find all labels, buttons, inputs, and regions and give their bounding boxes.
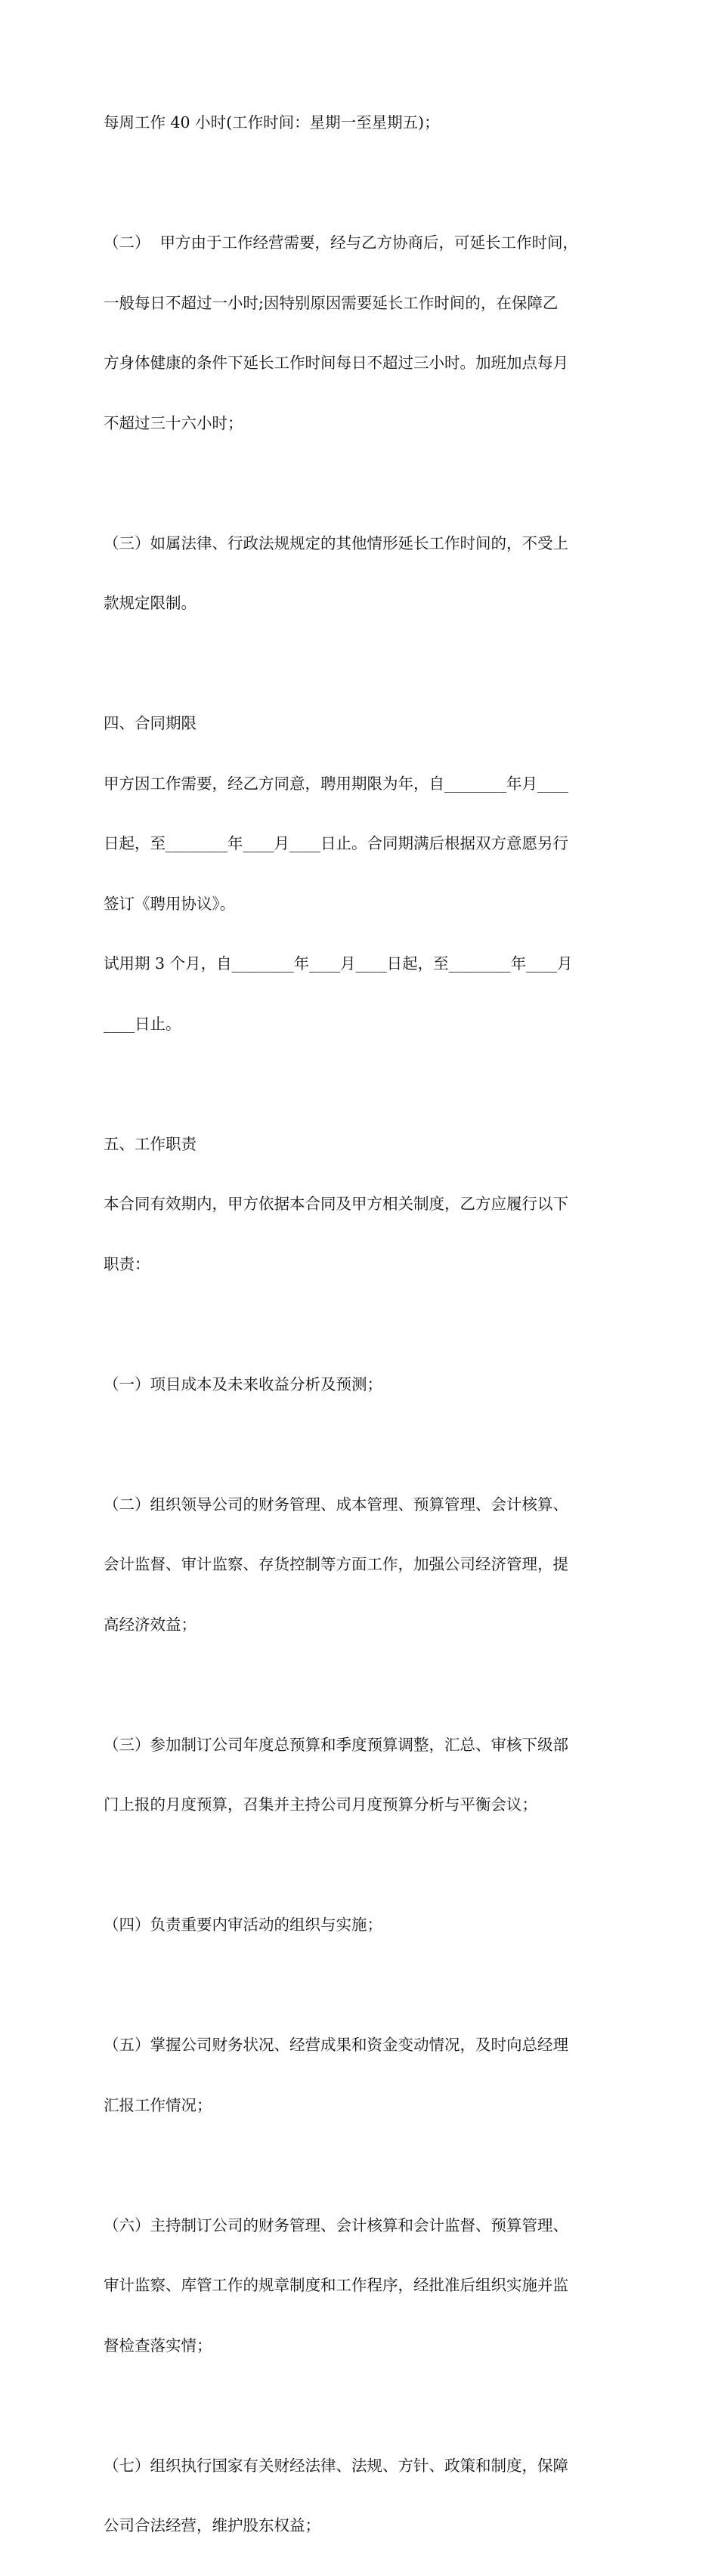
text-line: （五）掌握公司财务状况、经营成果和资金变动情况，及时向总经理 bbox=[104, 2036, 568, 2054]
text-line: （六）主持制订公司的财务管理、会计核算和会计监督、预算管理、 bbox=[104, 2216, 568, 2234]
text-line: ____日止。 bbox=[104, 1014, 181, 1033]
text-line: 一般每日不超过一小时;因特别原因需要延长工作时间的，在保障乙 bbox=[104, 293, 559, 312]
text-line: （三）参加制订公司年度总预算和季度预算调整，汇总、审核下级部 bbox=[104, 1735, 568, 1754]
text-line: 本合同有效期内，甲方依据本合同及甲方相关制度，乙方应履行以下 bbox=[104, 1195, 568, 1213]
duty-item-4 bbox=[104, 1875, 617, 1975]
text-line: 公司合法经营，维护股东权益； bbox=[104, 2516, 320, 2534]
text-line: 门上报的月度预算，召集并主持公司月度预算分析与平衡会议； bbox=[104, 1795, 537, 1814]
duty-item-6 bbox=[104, 2176, 617, 2396]
text-line: 不超过三十六小时； bbox=[104, 413, 243, 432]
text-line: 试用期 3 个月，自________年____月____日起，至________年____月 bbox=[104, 954, 573, 973]
text-line: 高经济效益； bbox=[104, 1615, 197, 1634]
duty-item-2 bbox=[104, 1455, 617, 1675]
text-line: 职责： bbox=[104, 1254, 150, 1273]
text-line: （七）组织执行国家有关财经法律、法规、方针、政策和制度，保障 bbox=[104, 2456, 568, 2475]
text-line: （四）负责重要内审活动的组织与实施； bbox=[104, 1916, 382, 1934]
text-line: 会计监督、审计监察、存货控制等方面工作，加强公司经济管理，提 bbox=[104, 1555, 568, 1573]
duty-item-1 bbox=[104, 1334, 617, 1435]
section-contract-term bbox=[104, 673, 617, 1074]
duty-item-3 bbox=[104, 1695, 617, 1855]
text-line: 日起，至________年____月____日止。合同期满后根据双方意愿另行 bbox=[104, 834, 568, 852]
duty-item-7 bbox=[104, 2416, 617, 2576]
section-job-duties bbox=[104, 1094, 617, 1315]
paragraph-legal-exception bbox=[104, 493, 617, 654]
paragraph-overtime bbox=[104, 193, 617, 473]
paragraph-work-hours bbox=[104, 73, 617, 173]
text-line: 汇报工作情况； bbox=[104, 2095, 212, 2114]
text-line: 方身体健康的条件下延长工作时间每日不超过三小时。加班加点每月 bbox=[104, 354, 568, 372]
text-line: 每周工作 40 小时(工作时间：星期一至星期五)； bbox=[104, 113, 440, 131]
duty-item-5 bbox=[104, 1995, 617, 2155]
text-line: （一）项目成本及未来收益分析及预测； bbox=[104, 1375, 382, 1393]
document-page bbox=[104, 73, 617, 2576]
text-line: 审计监察、库管工作的规章制度和工作程序，经批准后组织实施并监 bbox=[104, 2276, 568, 2294]
text-line: （三）如属法律、行政法规规定的其他情形延长工作时间的，不受上 bbox=[104, 533, 568, 552]
text-line: 甲方因工作需要，经乙方同意，聘用期限为年，自________年月____ bbox=[104, 774, 568, 793]
text-line: 款规定限制。 bbox=[104, 594, 197, 612]
text-line: （二）组织领导公司的财务管理、成本管理、预算管理、会计核算、 bbox=[104, 1495, 568, 1514]
text-line: （二） 甲方由于工作经营需要，经与乙方协商后，可延长工作时间， bbox=[104, 233, 579, 252]
section-heading: 四、合同期限 bbox=[104, 714, 197, 732]
text-line: 督检查落实情； bbox=[104, 2336, 212, 2355]
text-line: 签订《聘用协议》。 bbox=[104, 894, 236, 913]
section-heading: 五、工作职责 bbox=[104, 1134, 197, 1153]
